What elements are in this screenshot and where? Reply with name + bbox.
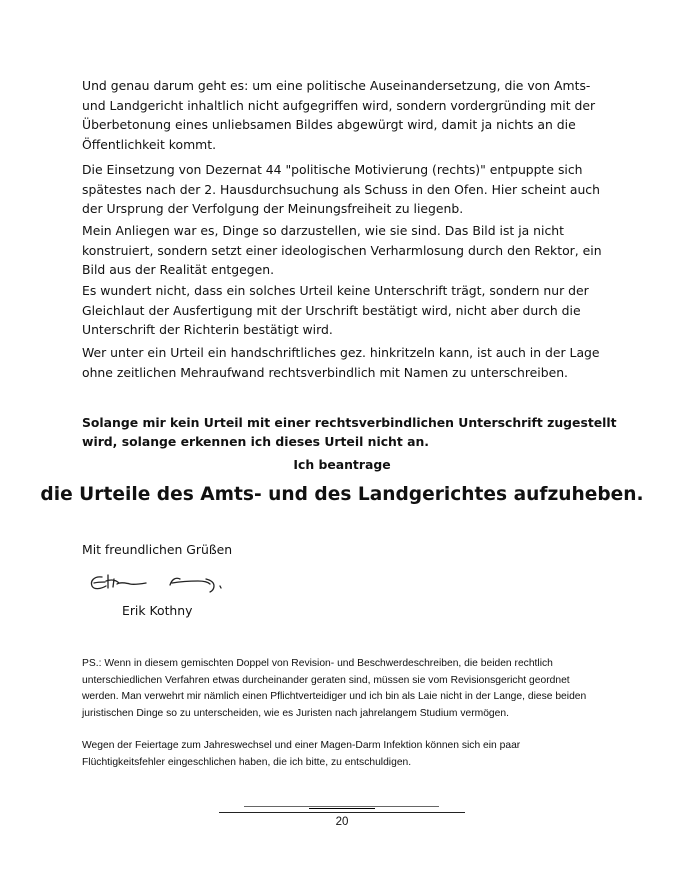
request-intro: Ich beantrage <box>293 457 391 472</box>
footer-rule <box>219 812 465 813</box>
page-number: 20 <box>335 816 349 828</box>
closing-greeting: Mit freundlichen Grüßen <box>82 542 233 557</box>
paragraph-4: Es wundert nicht, dass ein solches Urteil keine Unterschrift trägt, sondern nur der Gleichlaut der Ausfertigung mit der Urschrift bestätigt wird, nicht aber durch die Unterschrift der Richterin bestätigt wird. <box>82 283 589 337</box>
handwritten-signature <box>86 567 256 595</box>
signer-name: Erik Kothny <box>122 603 193 618</box>
postscript-paragraph-2: Wegen der Feiertage zum Jahreswechsel und einer Magen-Darm Infektion können sich ein paar Flüchtigkeitsfehler eingeschlichen haben, die ich bitte, zu entschuldigen. <box>82 740 521 768</box>
request-headline: die Urteile des Amts- und des Landgerichtes aufzuheben. <box>40 484 644 505</box>
paragraph-2: Die Einsetzung von Dezernat 44 "politische Motivierung (rechts)" entpuppte sich spätestes nach der 2. Hausdurchsuchung als Schuss in den Ofen. Hier scheint auch der Ursprung der Verfolgung der Meinungsfreiheit zu liegenb. <box>82 162 600 216</box>
footer-rule-top <box>244 806 439 807</box>
paragraph-3: Mein Anliegen war es, Dinge so darzustellen, wie sie sind. Das Bild ist ja nicht konstruiert, sondern setzt einer ideologischen Verharmlosung durch den Rektor, ein Bild aus der Realität entgegen. <box>82 223 602 277</box>
postscript-paragraph-1: PS.: Wenn in diesem gemischten Doppel von Revision- und Beschwerdeschreiben, die beiden rechtlich unterschiedlichen Verfahren etwas durcheinander geraten sind, müssen sie vom Revisionsgericht geordnet werden. Man verwehrt mir nämlich einen Pflichtverteidiger und ich bin als Laie nicht in der Lange, diese beiden juristischen Dinge so zu unterscheiden, wie es Juristen nach jahrelangem Studium vermögen. <box>82 658 587 719</box>
paragraph-5: Wer unter ein Urteil ein handschriftliches gez. hinkritzeln kann, ist auch in der Lage ohne zeitlichen Mehraufwand rechtsverbindlich mit Namen zu unterschreiben. <box>82 345 600 380</box>
paragraph-1: Und genau darum geht es: um eine politische Auseinandersetzung, die von Amts- und Landgericht inhaltlich nicht aufgegriffen wird, sondern vordergründing mit der Überbetonung eines unliebsamen Bildes abgewürgt wird, damit ja nichts an die Öffentlichkeit kommt. <box>82 78 596 152</box>
demand-statement: Solange mir kein Urteil mit einer rechtsverbindlichen Unterschrift zugestellt wird, solange erkennen ich dieses Urteil nicht an. <box>82 415 617 449</box>
footer-rule-accent <box>309 808 375 809</box>
